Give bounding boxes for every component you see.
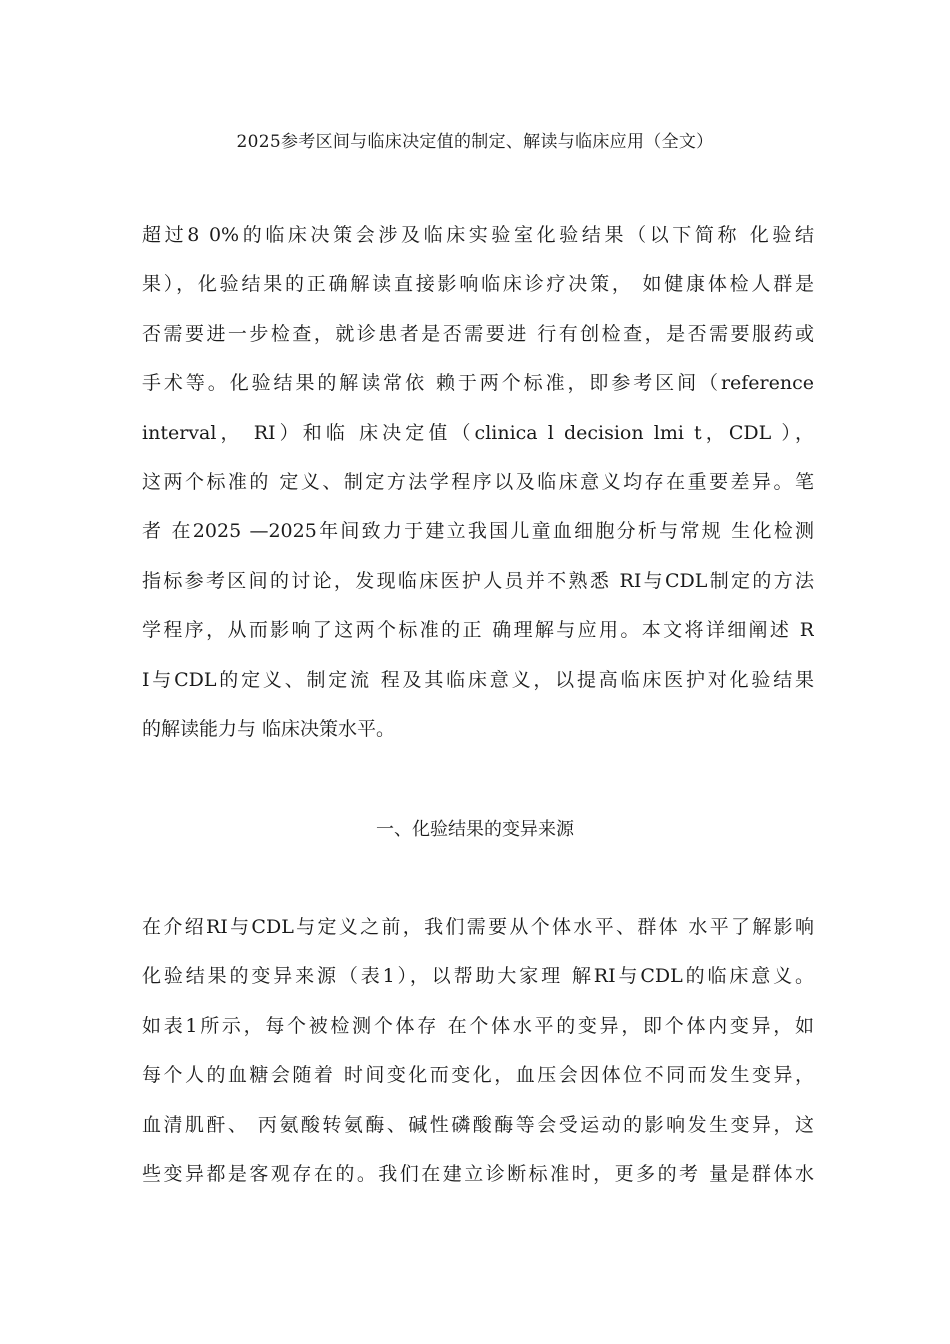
- paragraph-line: 每个人的血糖会随着 时间变化而变化，血压会因体位不同而发生变异，: [142, 1064, 814, 1087]
- paragraph-line: interval， RI）和临 床决定值（clinica l decision lmi t，CDL ），: [142, 421, 814, 444]
- paragraph-line: 超过8 0%的临床决策会涉及临床实验室化验结果（以下简称 化验结: [142, 224, 814, 246]
- paragraph-line: 在介绍RI与CDL与定义之前，我们需要从个体水平、群体 水平了解影响: [142, 916, 814, 938]
- intro-paragraph: [142, 220, 814, 763]
- paragraph-line: 些变异都是客观存在的。我们在建立诊断标准时，更多的考 量是群体水: [142, 1162, 814, 1185]
- paragraph-line: 学程序，从而影响了这两个标准的正 确理解与应用。本文将详细阐述 R: [142, 619, 814, 642]
- section-paragraph: [142, 912, 814, 1208]
- document-title: 2025参考区间与临床决定值的制定、解读与临床应用（全文）: [236, 132, 714, 152]
- paragraph-line: 手术等。化验结果的解读常依 赖于两个标准，即参考区间（reference: [142, 372, 814, 395]
- paragraph-line: 如表1所示，每个被检测个体存 在个体水平的变异，即个体内变异，如: [142, 1014, 814, 1037]
- section-heading: 一、化验结果的变异来源: [376, 819, 574, 840]
- paragraph-line: 化验结果的变异来源（表1），以帮助大家理 解RI与CDL的临床意义。: [142, 965, 814, 988]
- paragraph-line: 者 在2025 —2025年间致力于建立我国儿童血细胞分析与常规 生化检测: [142, 520, 814, 543]
- paragraph-line: 的解读能力与 临床决策水平。: [142, 717, 396, 740]
- paragraph-line: 血清肌酐、 丙氨酸转氨酶、碱性磷酸酶等会受运动的影响发生变异，这: [142, 1113, 814, 1136]
- paragraph-line: 否需要进一步检查，就诊患者是否需要进 行有创检查，是否需要服药或: [142, 322, 814, 345]
- paragraph-line: 这两个标准的 定义、制定方法学程序以及临床意义均存在重要差异。笔: [142, 470, 814, 493]
- paragraph-line: 果），化验结果的正确解读直接影响临床诊疗决策， 如健康体检人群是: [142, 273, 814, 296]
- paragraph-line: I与CDL的定义、制定流 程及其临床意义，以提高临床医护对化验结果: [142, 668, 814, 691]
- paragraph-line: 指标参考区间的讨论，发现临床医护人员并不熟悉 RI与CDL制定的方法: [142, 569, 814, 592]
